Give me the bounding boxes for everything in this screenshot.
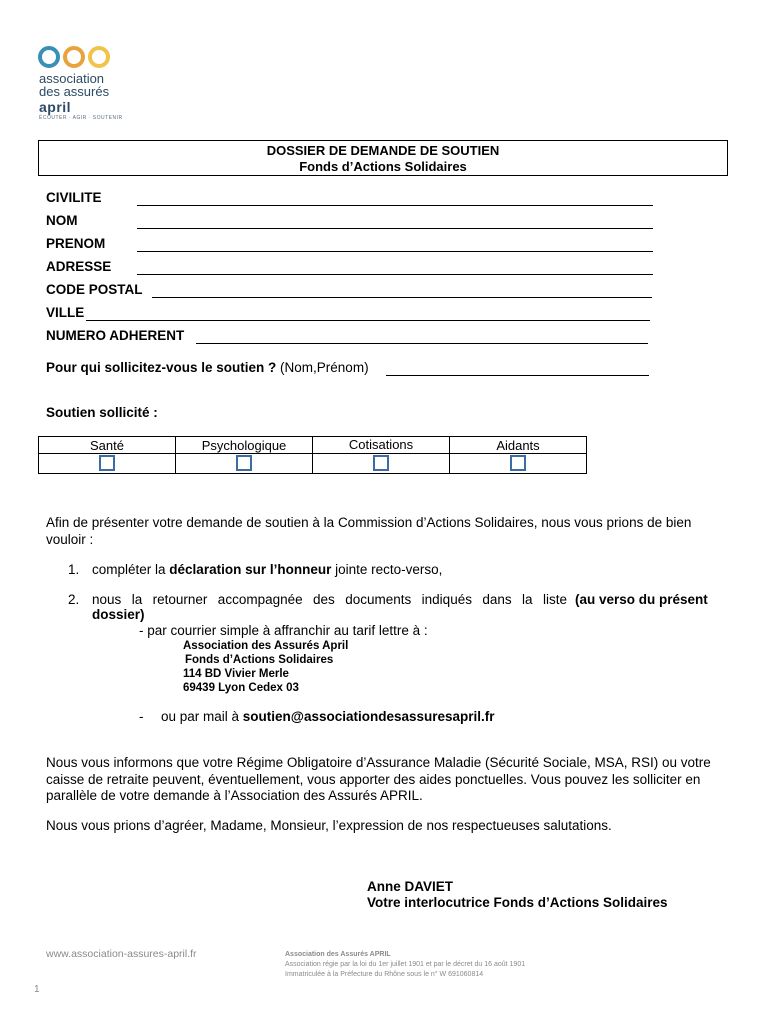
sante-checkbox[interactable]	[99, 455, 115, 471]
logo-circles-icon	[38, 44, 118, 70]
signature-role: Votre interlocutrice Fonds d’Actions Solidaires	[367, 895, 668, 910]
footer-association-info: Association des Assurés APRIL Association régie par la loi du 1er juillet 1901 et par le décret du 16 août 1901 Immatriculée à la Préfecture du Rhône sous le n° W 691060814	[285, 951, 526, 978]
civilite-label: CIVILITE	[46, 190, 102, 205]
option-aidants-cell	[450, 454, 587, 474]
step-2-bold-b: dossier)	[92, 607, 145, 622]
step-2-text: nous la retourner accompagnée des documents indiqués dans la liste	[92, 592, 567, 607]
civilite-field[interactable]	[137, 205, 653, 206]
option-psychologique-label: Psychologique	[176, 437, 313, 454]
association-logo	[38, 44, 158, 128]
document-title-box	[38, 140, 728, 176]
document-title: DOSSIER DE DEMANDE DE SOUTIEN	[266, 143, 500, 158]
option-psychologique-cell	[176, 454, 313, 474]
soutien-label: Soutien sollicité :	[46, 405, 158, 420]
footer-website[interactable]: www.association-assures-april.fr	[46, 948, 197, 960]
psychologique-checkbox[interactable]	[236, 455, 252, 471]
document-subtitle: Fonds d’Actions Solidaires	[299, 159, 467, 174]
adresse-label: ADRESSE	[46, 259, 112, 274]
adresse-field[interactable]	[137, 274, 653, 275]
mail-dash: -	[139, 709, 144, 724]
logo-brand: april	[39, 99, 72, 115]
numero-adherent-field[interactable]	[196, 343, 648, 344]
signature-name: Anne DAVIET	[367, 879, 454, 894]
page-number: 1	[34, 984, 40, 995]
contact-email[interactable]: soutien@associationdesassuresapril.fr	[242, 709, 495, 724]
beneficiary-field[interactable]	[386, 375, 649, 376]
option-sante-cell	[39, 454, 176, 474]
step-2-number: 2.	[68, 592, 80, 607]
courrier-instruction: - par courrier simple à affranchir au tarif lettre à :	[139, 623, 428, 638]
step-2-bold-a: (au verso du présent	[575, 592, 708, 607]
prenom-field[interactable]	[137, 251, 653, 252]
logo-tagline: ÉCOUTER · AGIR · SOUTENIR	[39, 115, 123, 121]
numero-adherent-label: NUMERO ADHERENT	[46, 328, 185, 343]
intro-paragraph: Afin de présenter votre demande de soutien à la Commission d’Actions Solidaires, nous vous prions de bien vouloir :	[46, 515, 692, 547]
cotisations-checkbox[interactable]	[373, 455, 389, 471]
code-postal-field[interactable]	[152, 297, 652, 298]
step-1-number: 1.	[68, 562, 80, 577]
postal-address: Association des Assurés April Fonds d’Actions Solidaires 114 BD Vivier Merle 69439 Lyon Cedex 03	[183, 640, 349, 694]
option-aidants-label: Aidants	[450, 437, 587, 454]
closing-paragraph: Nous vous prions d’agréer, Madame, Monsieur, l’expression de nos respectueuses salutations.	[46, 818, 612, 833]
option-cotisations-label: Cotisations	[313, 437, 450, 454]
option-sante-label: Santé	[39, 437, 176, 454]
mail-instruction: ou par mail à soutien@associationdesassuresapril.fr	[161, 709, 495, 724]
logo-text: association des assurés	[39, 71, 110, 99]
soutien-options-table	[38, 436, 587, 474]
option-cotisations-cell	[313, 454, 450, 474]
beneficiary-question: Pour qui sollicitez-vous le soutien ? (Nom,Prénom)	[46, 360, 369, 375]
aidants-checkbox[interactable]	[510, 455, 526, 471]
step-1-text: compléter la déclaration sur l’honneur jointe recto-verso,	[92, 562, 443, 577]
code-postal-label: CODE POSTAL	[46, 282, 143, 297]
nom-label: NOM	[46, 213, 78, 228]
ville-field[interactable]	[86, 320, 650, 321]
prenom-label: PRENOM	[46, 236, 106, 251]
nom-field[interactable]	[137, 228, 653, 229]
info-paragraph: Nous vous informons que votre Régime Obligatoire d’Assurance Maladie (Sécurité Sociale, MSA, RSI) ou votre caisse de retraite peuvent, éventuellement, vous apporter des aides ponctuelles. Vous pouvez les solliciter en parallèle de votre demande à l’Association des Assurés APRIL.	[46, 755, 711, 803]
ville-label: VILLE	[46, 305, 85, 320]
